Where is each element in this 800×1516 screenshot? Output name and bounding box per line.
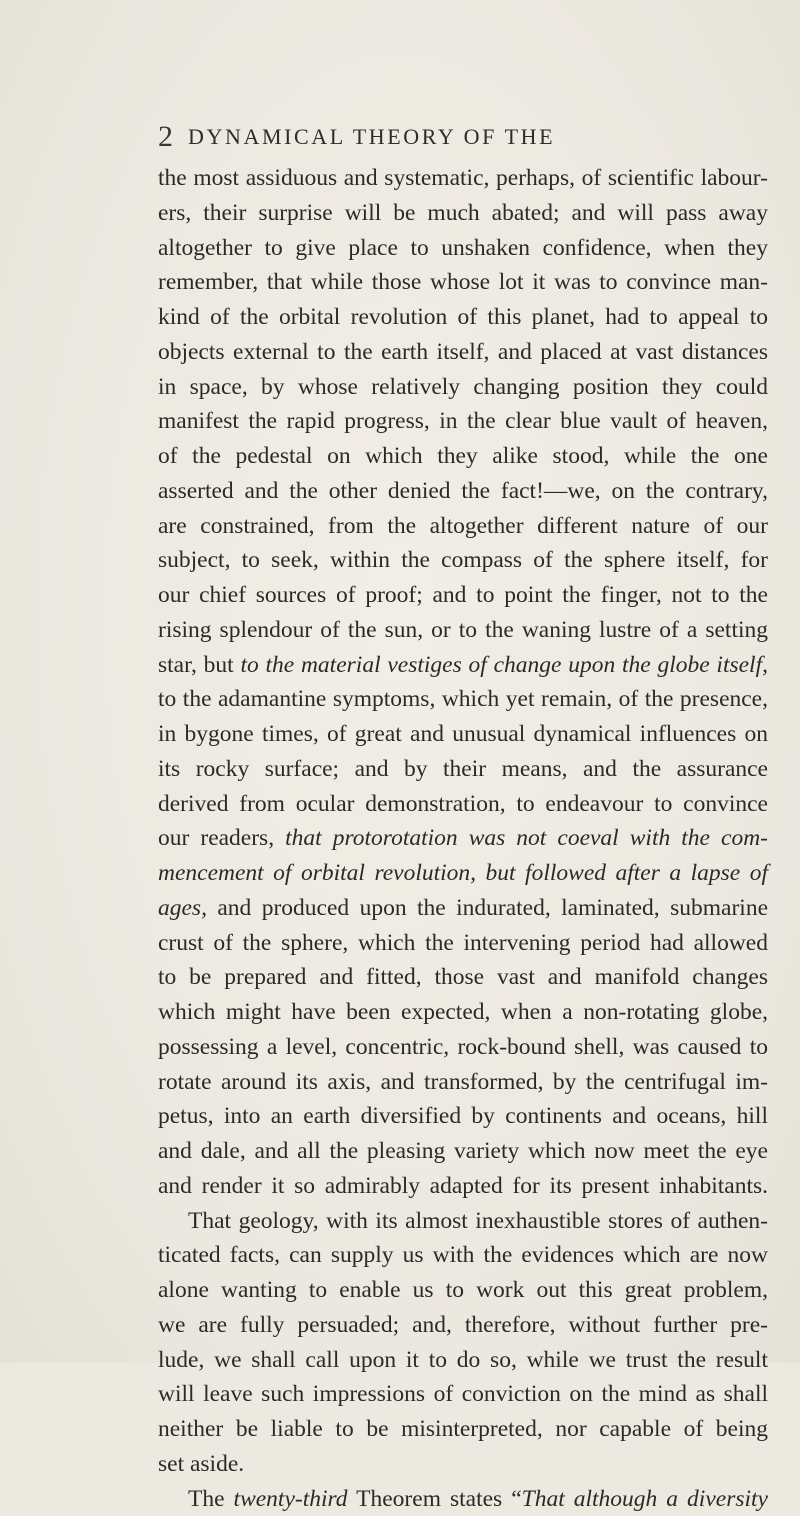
text-segment: lude, we shall call upon it to do so, while we trust the result — [158, 1347, 768, 1373]
text-segment: rotate around its axis, and transformed, by the centrifugal im- — [158, 1069, 768, 1095]
text-segment: to the adamantine symptoms, which yet remain, of the presence, — [158, 686, 768, 712]
text-segment: altogether to give place to unshaken confidence, when they — [158, 235, 768, 261]
text-line — [158, 1308, 768, 1343]
text-segment: which might have been expected, when a non-rotating globe, — [158, 999, 768, 1025]
text-segment: kind of the orbital revolution of this planet, had to appeal to — [158, 304, 768, 330]
text-line — [158, 231, 768, 266]
text-line — [158, 1030, 768, 1065]
text-segment: we are fully persuaded; and, therefore, without further pre- — [158, 1312, 768, 1338]
text-segment: are constrained, from the altogether different nature of our — [158, 513, 768, 539]
text-line — [158, 543, 768, 578]
text-line — [158, 613, 768, 648]
text-line — [158, 474, 768, 509]
text-line — [158, 404, 768, 439]
text-segment: and dale, and all the pleasing variety which now meet the eye — [158, 1138, 768, 1164]
text-segment: possessing a level, concentric, rock-bound shell, was caused to — [158, 1034, 768, 1060]
text-line — [158, 1447, 768, 1482]
text-segment: crust of the sphere, which the intervening period had allowed — [158, 930, 768, 956]
body-text — [158, 161, 768, 1516]
text-line — [158, 578, 768, 613]
text-line — [158, 509, 768, 544]
text-line — [158, 787, 768, 822]
text-segment: remember, that while those whose lot it was to convince man- — [158, 269, 768, 295]
text-segment: derived from ocular demonstration, to endeavour to convince — [158, 791, 768, 817]
italic-text: That although a diversity — [522, 1486, 768, 1512]
text-line — [158, 1099, 768, 1134]
text-segment: petus, into an earth diversified by continents and oceans, hill — [158, 1103, 768, 1129]
text-segment: of the pedestal on which they alike stood, while the one — [158, 443, 768, 469]
text-segment: Theorem states “ — [348, 1486, 522, 1512]
italic-text: ages, — [158, 895, 207, 921]
text-segment: alone wanting to enable us to work out this great problem, — [158, 1277, 768, 1303]
text-segment: star, but — [158, 652, 240, 678]
text-line — [158, 821, 768, 856]
text-line — [158, 717, 768, 752]
text-line — [158, 752, 768, 787]
text-line — [158, 891, 768, 926]
text-line — [158, 960, 768, 995]
text-segment: ers, their surprise will be much abated; and will pass away — [158, 200, 768, 226]
text-segment: That geology, with its almost inexhaustible stores of authen- — [188, 1208, 768, 1234]
text-line — [158, 682, 768, 717]
italic-text: twenty-third — [234, 1486, 348, 1512]
text-line — [158, 648, 768, 683]
text-segment: its rocky surface; and by their means, and the assurance — [158, 756, 768, 782]
italic-text: mencement of orbital revolution, but followed after a lapse of — [158, 860, 768, 886]
text-segment: in bygone times, of great and unusual dynamical influences on — [158, 721, 768, 747]
text-line — [158, 1343, 768, 1378]
text-segment: neither be liable to be misinterpreted, nor capable of being — [158, 1416, 768, 1442]
text-segment: set aside. — [158, 1451, 244, 1477]
text-segment: manifest the rapid progress, in the clear blue vault of heaven, — [158, 408, 768, 434]
text-line — [158, 335, 768, 370]
text-line — [158, 856, 768, 891]
text-line — [158, 439, 768, 474]
page-number: 2 — [158, 120, 174, 154]
text-line — [158, 1134, 768, 1169]
text-segment: objects external to the earth itself, and placed at vast distances — [158, 339, 768, 365]
text-segment: the most assiduous and systematic, perhaps, of scientific labour- — [158, 165, 768, 191]
text-segment: subject, to seek, within the compass of the sphere itself, for — [158, 547, 768, 573]
text-segment: our readers, — [158, 825, 285, 851]
text-line — [158, 161, 768, 196]
text-segment: ticated facts, can supply us with the evidences which are now — [158, 1242, 768, 1268]
italic-text: to the material vestiges of change upon the globe itself, — [240, 652, 768, 678]
text-line — [158, 196, 768, 231]
text-line — [158, 1482, 768, 1516]
text-line — [158, 995, 768, 1030]
text-segment: and render it so admirably adapted for its present inhabitants. — [158, 1173, 768, 1199]
text-segment: will leave such impressions of conviction on the mind as shall — [158, 1381, 768, 1407]
text-line — [158, 926, 768, 961]
text-segment: and produced upon the indurated, laminated, submarine — [207, 895, 768, 921]
text-line — [158, 1273, 768, 1308]
text-segment: rising splendour of the sun, or to the waning lustre of a setting — [158, 617, 768, 643]
text-segment: to be prepared and fitted, those vast and manifold changes — [158, 964, 768, 990]
text-line — [158, 370, 768, 405]
italic-text: that protorotation was not coeval with the com- — [285, 825, 768, 851]
text-line — [158, 1412, 768, 1447]
page-header — [188, 120, 728, 160]
text-line — [158, 265, 768, 300]
running-head: DYNAMICAL THEORY OF THE — [188, 124, 555, 150]
text-line — [158, 1169, 768, 1204]
text-segment: The — [188, 1486, 234, 1512]
text-segment: our chief sources of proof; and to point the finger, not to the — [158, 582, 768, 608]
text-segment: asserted and the other denied the fact!—we, on the contrary, — [158, 478, 768, 504]
text-segment: in space, by whose relatively changing position they could — [158, 374, 768, 400]
text-line — [158, 1065, 768, 1100]
text-line — [158, 1377, 768, 1412]
text-line — [158, 1204, 768, 1239]
text-line — [158, 300, 768, 335]
text-line — [158, 1238, 768, 1273]
